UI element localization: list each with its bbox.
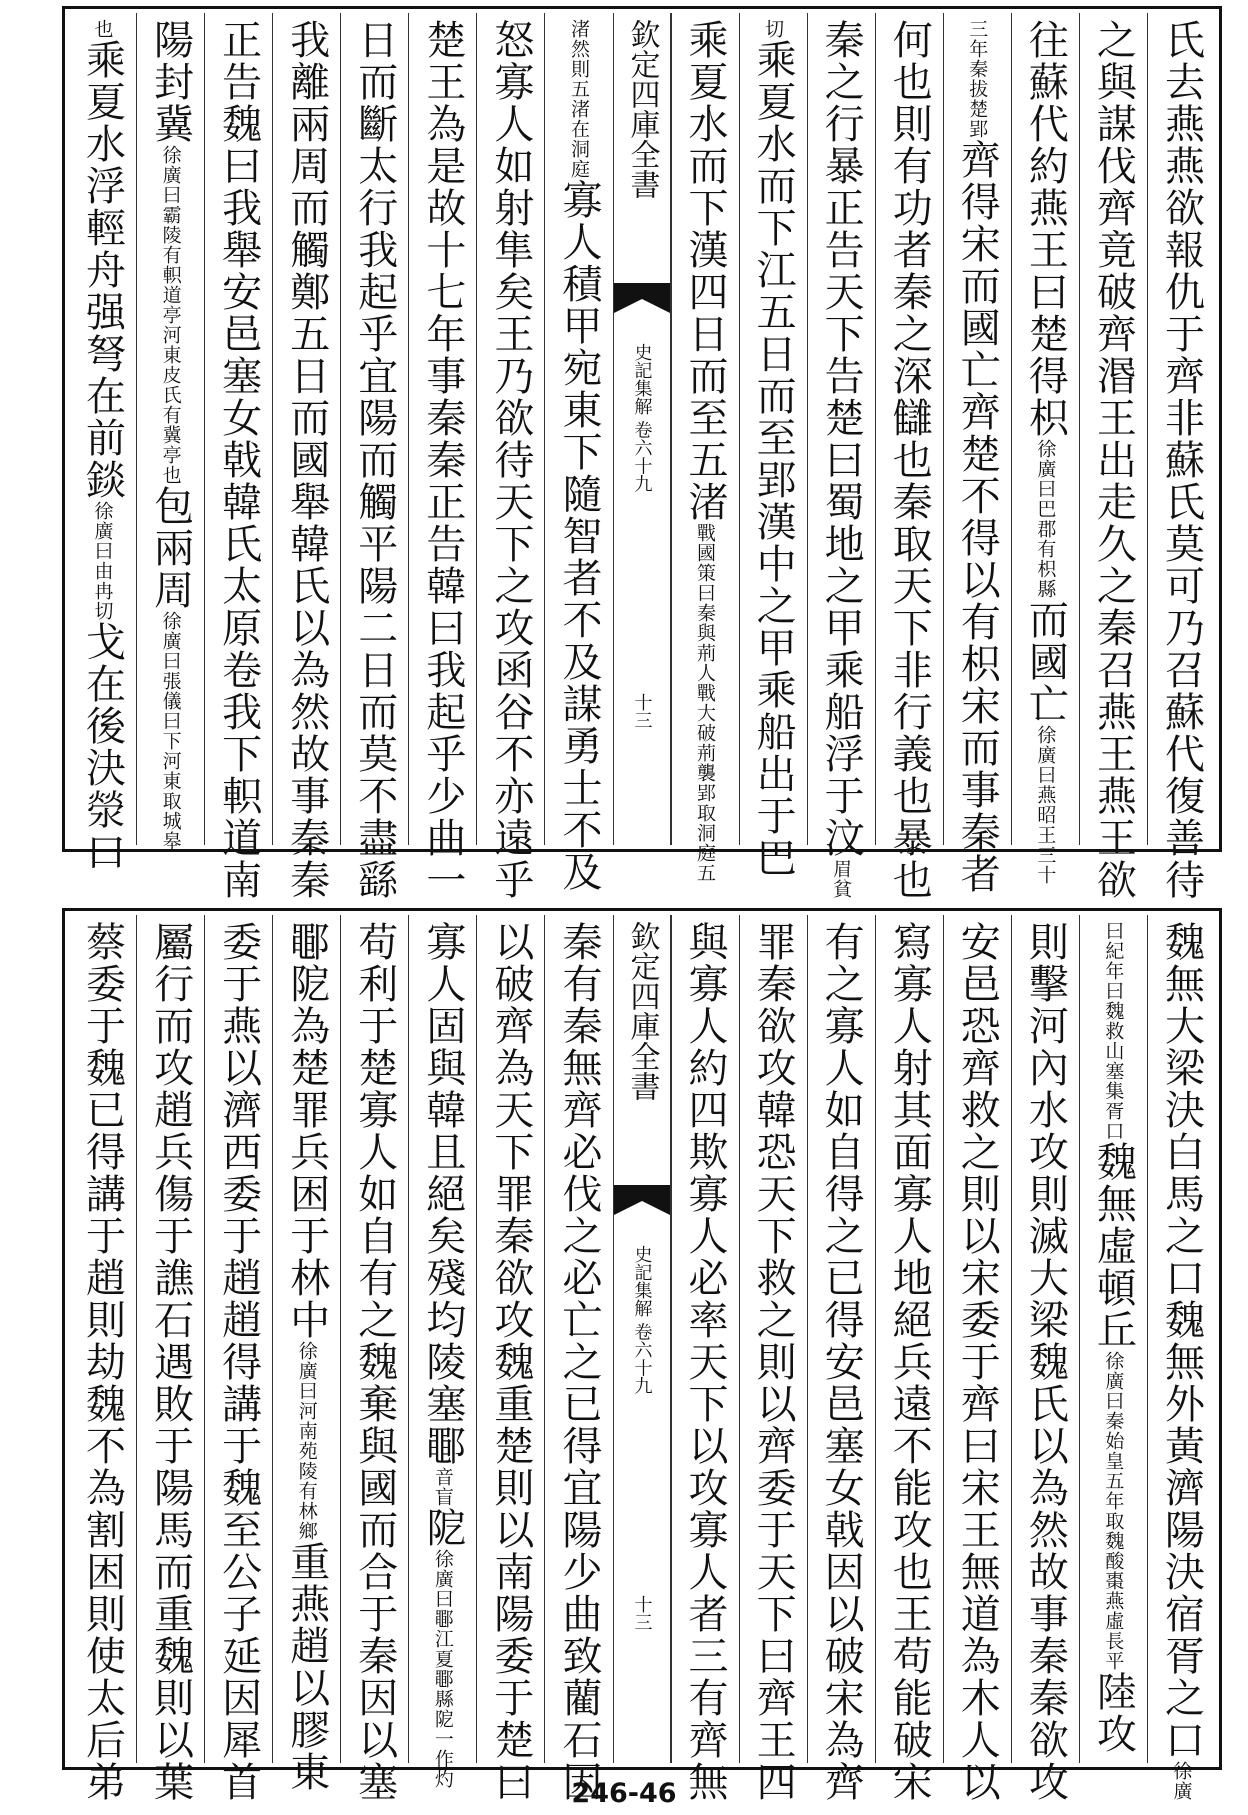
volume-name: 卷六十九 — [631, 420, 653, 493]
column-text — [818, 915, 865, 1803]
book-name: 史記集解 — [631, 1245, 653, 1317]
main-text: 陸攻 — [1090, 1671, 1137, 1755]
book-volume — [633, 1245, 651, 1395]
annotation-note: 徐廣曰張儀曰下河東取城皋 — [159, 611, 182, 851]
text-column — [739, 915, 807, 1803]
text-column — [69, 915, 136, 1803]
column-text — [351, 13, 398, 901]
column-text — [283, 13, 330, 901]
main-text: 陽封冀 — [147, 19, 194, 145]
annotation-note: 徐廣曰由冉切 — [91, 501, 114, 621]
main-text: 屬行而攻趙兵傷于譙石遇敗于陽馬而重魏則以葉 — [147, 921, 194, 1803]
main-text: 包兩周 — [147, 485, 194, 611]
text-column — [875, 915, 943, 1803]
text-column — [1079, 915, 1147, 1763]
annotation-note: 渚然則五渚在洞庭 — [567, 19, 590, 179]
main-text: 正告魏曰我舉安邑塞女戟韓氏太原卷我下軹道南 — [215, 19, 262, 901]
column-text — [79, 13, 126, 873]
column-text — [954, 13, 1001, 895]
main-text: 往蘇代約燕王曰楚得枳 — [1022, 19, 1069, 439]
main-text: 戈在後決滎口 — [79, 621, 126, 873]
main-text: 罪秦欲攻韓恐天下救之則以齊委于天下曰齊王四 — [750, 921, 797, 1803]
column-text — [419, 13, 466, 901]
column-text — [283, 915, 330, 1793]
column-text — [1090, 915, 1137, 1763]
column-text — [750, 915, 797, 1803]
main-text: 苟利于楚寡人如自有之魏棄與國而合于秦因以塞 — [351, 921, 398, 1803]
main-text: 之與謀伐齊竟破齊湣王出走久之秦召燕王燕王欲 — [1090, 19, 1137, 901]
main-text: 蔡委于魏已得講于趙則劫魏不為割困則使太后弟 — [79, 921, 126, 1803]
column-text — [1158, 915, 1205, 1801]
center-banner — [613, 915, 671, 1763]
text-column — [340, 915, 408, 1803]
text-column — [807, 13, 875, 899]
column-text — [886, 915, 933, 1803]
annotation-note: 也 — [91, 19, 114, 39]
annotation-note: 眉貧 — [830, 859, 853, 899]
main-text: 我離兩周而觸鄭五日而國舉韓氏以為然故事秦秦 — [283, 19, 330, 901]
main-text: 安邑恐齊救之則以宋委于齊曰宋王無道為木人以 — [954, 921, 1001, 1803]
main-text: 齊得宋而國亡齊楚不得以有枳宋而事秦者 — [954, 139, 1001, 895]
book-volume — [633, 343, 651, 493]
text-column — [671, 915, 739, 1803]
column-text — [147, 13, 194, 851]
fishtail-mark-icon — [614, 283, 670, 323]
annotation-note: 徐廣 — [1170, 1761, 1193, 1801]
main-text: 乘夏水浮輕舟强弩在前錟 — [79, 39, 126, 501]
center-banner — [613, 13, 671, 845]
main-text: 而國亡 — [1022, 599, 1069, 725]
column-text — [818, 13, 865, 899]
folio-number: 十三 — [631, 1595, 653, 1631]
column-text — [555, 915, 602, 1803]
column-text — [1022, 915, 1069, 1803]
column-text — [750, 13, 797, 879]
column-text — [1090, 13, 1137, 901]
column-text — [487, 13, 534, 901]
text-column — [1079, 13, 1147, 901]
column-text — [419, 915, 466, 1789]
column-text — [79, 915, 126, 1803]
main-text: 有之寡人如自得之已得安邑塞女戟因以破宋為齊 — [818, 921, 865, 1803]
main-text: 委于燕以濟西委于趙趙得講于魏至公子延因犀首 — [215, 921, 262, 1803]
text-column — [136, 13, 204, 851]
top-page — [62, 6, 1222, 901]
column-text — [487, 915, 534, 1803]
column-text — [215, 13, 262, 901]
annotation-note: 徐廣曰巴郡有枳縣 — [1034, 439, 1057, 599]
column-text — [215, 915, 262, 1803]
text-column — [807, 915, 875, 1803]
main-text: 何也則有功者秦之深讎也秦取天下非行義也暴也 — [886, 19, 933, 901]
annotation-note: 徐廣曰霸陵有軹道亭河東皮氏有冀亭也 — [159, 145, 182, 485]
page-code: 246-46 — [571, 1778, 677, 1809]
column-text — [351, 915, 398, 1803]
column-text — [555, 13, 602, 893]
column-text — [1022, 13, 1069, 885]
text-column — [476, 915, 544, 1803]
text-column — [204, 915, 272, 1803]
main-text: 則擊河內水攻則滅大梁魏氏以為然故事秦秦欲攻 — [1022, 921, 1069, 1803]
column-text — [886, 13, 933, 901]
text-column — [340, 13, 408, 901]
main-text: 怒寡人如射隼矣王乃欲待天下之攻函谷不亦遠乎 — [487, 19, 534, 901]
main-text: 魏無大梁決白馬之口魏無外黃濟陽決宿胥之口 — [1158, 921, 1205, 1761]
text-column — [272, 13, 340, 901]
column-text — [954, 915, 1001, 1803]
text-column — [476, 13, 544, 901]
main-text: 寡人固與韓且絕矣殘均陵塞鄳 — [419, 921, 466, 1467]
main-text: 日而斷太行我起乎宜陽而觸平陽二日而莫不盡繇 — [351, 19, 398, 901]
top-columns — [69, 13, 1215, 901]
main-text: 阸 — [419, 1507, 466, 1549]
text-column — [943, 13, 1011, 895]
main-text: 魏無虛頓丘 — [1090, 1141, 1137, 1351]
volume-name: 卷六十九 — [631, 1322, 653, 1395]
text-column — [1011, 13, 1079, 885]
main-text: 秦有秦無齊必伐之必亡之已得宜陽少曲致藺石因 — [555, 921, 602, 1803]
text-column — [544, 13, 612, 893]
text-column — [272, 915, 340, 1793]
main-text: 以破齊為天下罪秦欲攻魏重楚則以南陽委于楚曰 — [487, 921, 534, 1803]
annotation-note: 曰紀年曰魏救山塞集胥口 — [1102, 921, 1125, 1141]
main-text: 寡人積甲宛東下隨智者不及謀勇士不及 — [555, 179, 602, 893]
text-column — [204, 13, 272, 901]
text-column — [69, 13, 136, 873]
main-text: 乘夏水而下漢四日而至五渚 — [682, 19, 729, 523]
main-text: 楚王為是故十七年事秦秦正告韓曰我起乎少曲一 — [419, 19, 466, 901]
annotation-note: 徐廣曰秦始皇五年取魏酸棗燕虛長平 — [1102, 1351, 1125, 1671]
text-column — [408, 13, 476, 901]
fishtail-mark-icon — [614, 1185, 670, 1225]
annotation-note: 徐廣曰燕昭王三十 — [1034, 725, 1057, 885]
text-column — [1147, 13, 1215, 901]
column-text — [147, 915, 194, 1803]
text-column — [875, 13, 943, 901]
text-column — [136, 915, 204, 1803]
annotation-note: 徐廣曰河南苑陵有林鄉 — [295, 1341, 318, 1541]
column-text — [682, 13, 729, 883]
column-text — [1158, 13, 1205, 901]
annotation-note: 切 — [762, 19, 785, 39]
folio-number: 十三 — [631, 693, 653, 729]
main-text: 與寡人約四欺寡人必率天下以攻寡人者三有齊無 — [682, 921, 729, 1803]
text-column — [943, 915, 1011, 1803]
text-column — [739, 13, 807, 879]
column-text — [682, 915, 729, 1803]
text-column — [671, 13, 739, 883]
main-text: 乘夏水而下江五日而至郢漢中之甲乘船出于巴 — [750, 39, 797, 879]
main-text: 氏去燕燕欲報仇于齊非蘇氏莫可乃召蘇代復善待 — [1158, 19, 1205, 901]
text-column — [544, 915, 612, 1803]
text-column — [1147, 915, 1215, 1801]
text-column — [408, 915, 476, 1789]
main-text: 鄳阸為楚罪兵困于林中 — [283, 921, 330, 1341]
text-column — [1011, 915, 1079, 1803]
collection-title: 欽定四庫全書 — [624, 921, 660, 1101]
annotation-note: 徐廣曰鄳江夏鄳縣阸一作灼 — [431, 1549, 454, 1789]
annotation-note: 三年秦拔楚郢 — [966, 19, 989, 139]
main-text: 秦之行暴正告天下告楚曰蜀地之甲乘船浮于汶 — [818, 19, 865, 859]
annotation-note: 戰國策曰秦與荊人戰大破荊襲郢取洞庭五 — [694, 523, 717, 883]
collection-title: 欽定四庫全書 — [624, 19, 660, 199]
main-text: 重燕趙以膠東 — [283, 1541, 330, 1793]
annotation-note: 音盲 — [431, 1467, 454, 1507]
book-name: 史記集解 — [631, 343, 653, 415]
main-text: 寫寡人射其面寡人地絕兵遠不能攻也王苟能破宋 — [886, 921, 933, 1803]
